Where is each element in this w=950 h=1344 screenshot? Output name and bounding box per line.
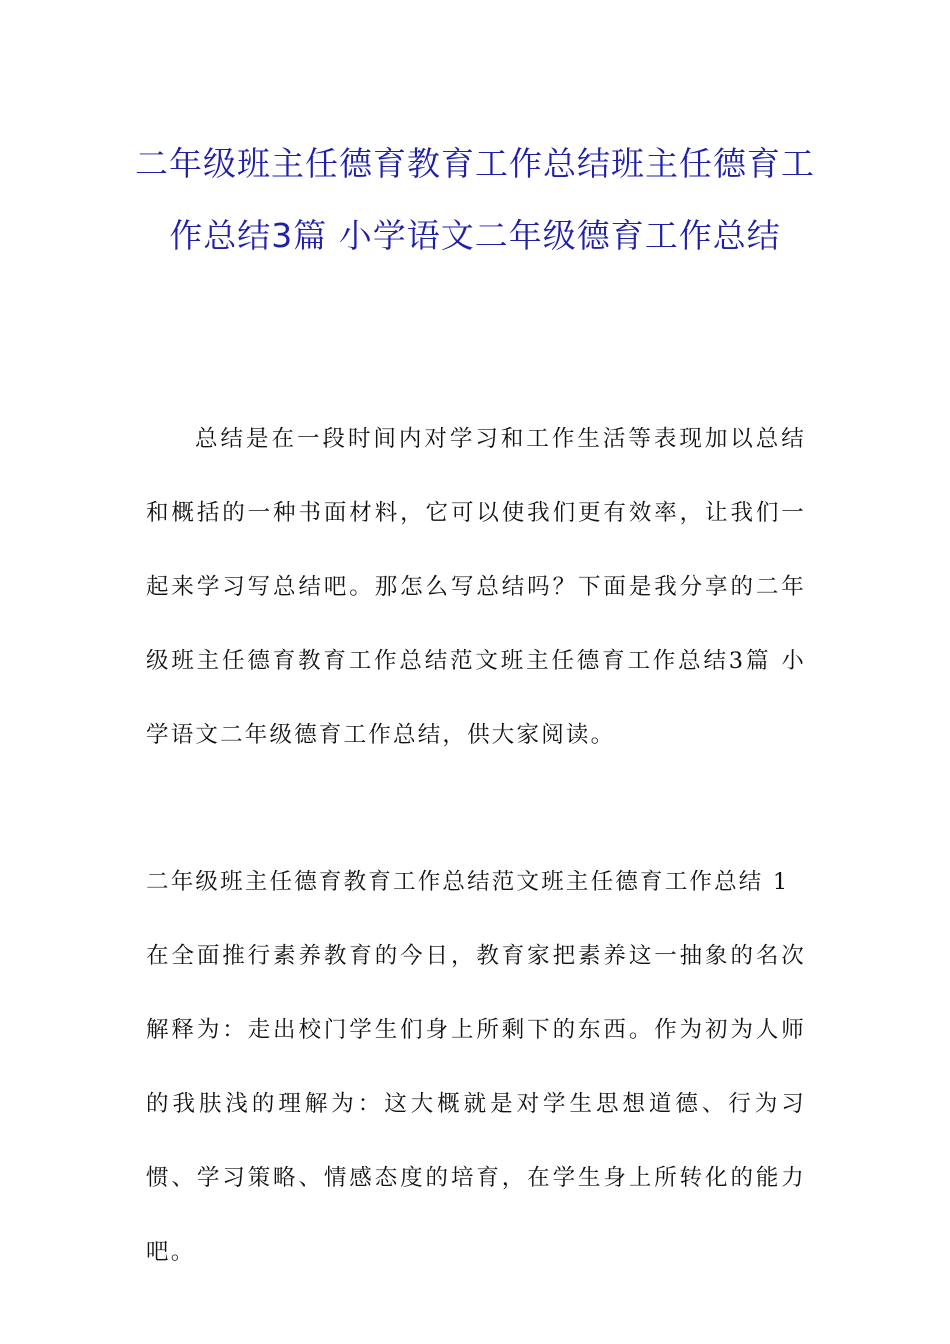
section-heading: 二年级班主任德育教育工作总结范文班主任德育工作总结 1 (146, 869, 790, 895)
intro-paragraph: 总结是在一段时间内对学习和工作生活等表现加以总结和概括的一种书面材料，它可以使我们更有效率，让我们一起来学习写总结吧。那怎么写总结吗？下面是我分享的二年级班主任德育教育工作总结范文班主任德育工作总结3篇 小学语文二年级德育工作总结，供大家阅读。 (146, 426, 806, 748)
section-body-paragraph: 在全面推行素养教育的今日，教育家把素养这一抽象的名次解释为：走出校门学生们身上所剩下的东西。作为初为人师的我肤浅的理解为：这大概就是对学生思想道德、行为习惯、学习策略、情感态度的培育，在学生身上所转化的能力吧。 (146, 943, 806, 1265)
document-title: 二年级班主任德育教育工作总结班主任德育工作总结3篇 小学语文二年级德育工作总结 (135, 144, 815, 255)
